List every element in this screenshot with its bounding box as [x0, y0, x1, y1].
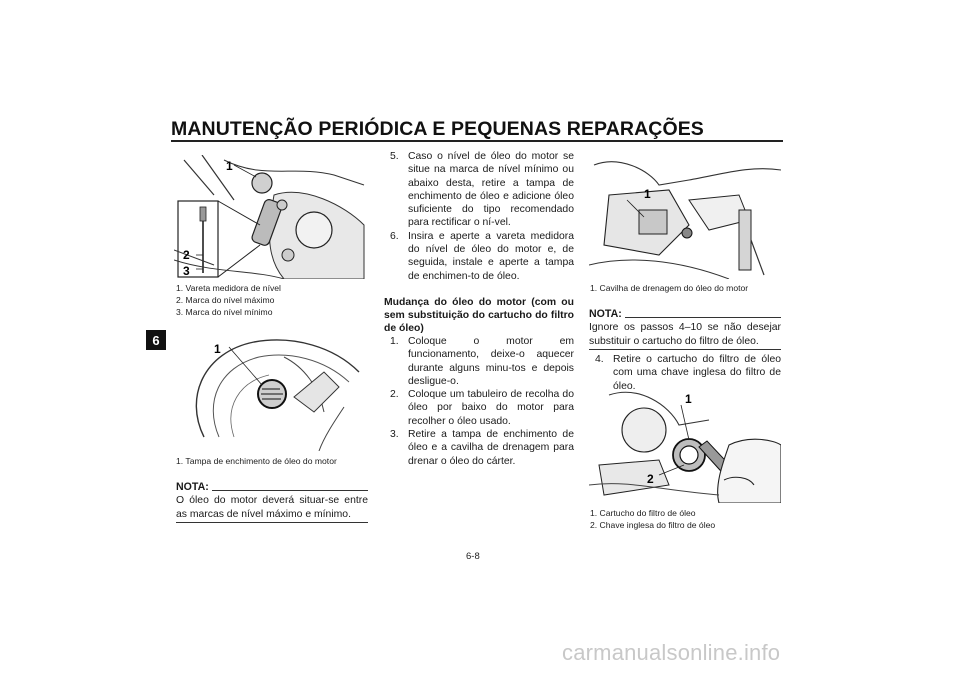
caption-drain-bolt: [590, 282, 748, 294]
title-rule: [171, 140, 783, 142]
step-6: 6. Insira e aperte a vareta medidora do nível de óleo do motor e, de seguida, instale e aperte a tampa de enchimen-to de óleo.: [390, 230, 574, 282]
dipstick-illustration: [174, 155, 368, 279]
figure-dipstick: [174, 155, 368, 279]
note-label: NOTA:: [589, 308, 622, 320]
filler-cap-illustration: [174, 327, 368, 451]
callout-1: 1: [685, 392, 692, 406]
figure-drain-bolt: [589, 155, 781, 279]
chapter-tab: 6: [146, 330, 166, 350]
step-4: 4. Retire o cartucho do filtro de óleo com uma chave inglesa do filtro de óleo.: [595, 354, 781, 392]
caption-dipstick: [176, 282, 281, 319]
caption-line: 1. Cavilha de drenagem do óleo do motor: [590, 283, 749, 293]
caption-line: 1. Cartucho do filtro de óleo: [590, 508, 696, 518]
callout-2: 2: [183, 248, 190, 262]
note-text: Ignore os passos 4–10 se não desejar substituir o cartucho do filtro de óleo.: [589, 322, 781, 347]
middle-column: [384, 150, 574, 468]
callout-3: 3: [183, 264, 190, 278]
section-heading: Mudança do óleo do motor (com ou sem substituição do cartucho do filtro de óleo): [384, 296, 574, 334]
note-rule-bottom: [176, 522, 368, 523]
caption-line: 3. Marca do nível mínimo: [176, 307, 273, 318]
step-3: 3. Retire a tampa de enchimento de óleo e a cavilha de drenagem para drenar o óleo do cárter.: [390, 429, 574, 467]
callout-1: 1: [644, 187, 651, 201]
note-label: NOTA:: [176, 481, 209, 493]
page-number: 6-8: [466, 551, 480, 562]
caption-line: 2. Marca do nível máximo: [176, 295, 275, 306]
note-text: O óleo do motor deverá situar-se entre as marcas de nível máximo e mínimo.: [176, 495, 368, 520]
filter-wrench-illustration: [589, 385, 781, 503]
right-note: [589, 308, 781, 348]
step-2: 2. Coloque um tabuleiro de recolha do óleo por baixo do motor para recolher o óleo usado.: [390, 389, 574, 427]
caption-line: 1. Vareta medidora de nível: [176, 283, 281, 293]
caption-line: 2. Chave inglesa do filtro de óleo: [590, 520, 716, 531]
caption-filler-cap: [176, 455, 337, 467]
left-note: [176, 481, 368, 521]
watermark[interactable]: carmanualsonline.info: [562, 640, 781, 665]
figure-filler-cap: [174, 327, 368, 451]
figure-filter-wrench: [589, 385, 781, 503]
note-rule-top: [625, 317, 781, 318]
drain-bolt-illustration: [589, 155, 781, 279]
note-rule-bottom: [589, 349, 781, 350]
page-title: MANUTENÇÃO PERIÓDICA E PEQUENAS REPARAÇÕES: [171, 118, 704, 140]
step-1: 1. Coloque o motor em funcionamento, deixe-o aquecer durante alguns minu-tos e depois desligue-o.: [390, 335, 574, 387]
callout-1: 1: [214, 342, 221, 356]
callout-2: 2: [647, 472, 654, 486]
caption-filter-wrench: [590, 507, 715, 531]
step-5: 5. Caso o nível de óleo do motor se situe na marca de nível mínimo ou abaixo desta, retire a tampa de enchimento de óleo e adicione óleo suficiente do tipo recomendado para rectificar o ní-vel.: [390, 151, 574, 229]
caption-line: 1. Tampa de enchimento de óleo do motor: [176, 456, 337, 466]
note-rule-top: [212, 490, 368, 491]
callout-1: 1: [226, 159, 233, 173]
